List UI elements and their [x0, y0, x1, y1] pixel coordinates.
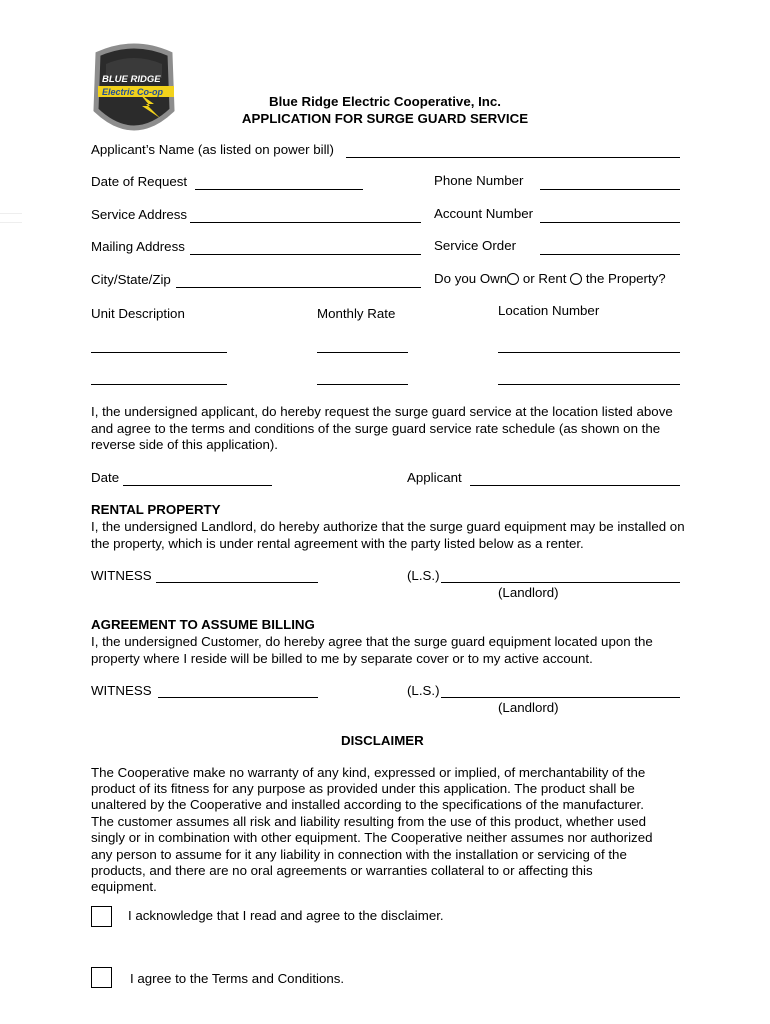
page-edge-mark: [0, 213, 22, 223]
service-order-label: Service Order: [434, 238, 517, 253]
applicant-name-label: Applicant’s Name (as listed on power bill): [91, 142, 334, 157]
own-rent-question: [434, 271, 666, 286]
disclaimer-line: products, and there are no oral agreements or warranties collateral to or affecting this: [91, 863, 593, 878]
rental-ls-label: (L.S.): [407, 568, 440, 583]
disclaimer-line: singly or in combination with other equipment. The Cooperative neither assumes nor authorized: [91, 830, 653, 845]
date-of-request-field[interactable]: [195, 189, 363, 190]
phone-number-field[interactable]: [540, 189, 680, 190]
service-address-label: Service Address: [91, 207, 188, 222]
rental-property-heading: RENTAL PROPERTY: [91, 502, 221, 517]
disclaimer-line: unaltered by the Cooperative and installed according to the specifications of the manufacturer.: [91, 797, 644, 812]
billing-text: I, the undersigned Customer, do hereby agree that the surge guard equipment located upon the property where I reside will be billed to me by separate cover or to my active account.: [91, 634, 653, 666]
billing-witness-field[interactable]: [158, 697, 318, 698]
service-address-field[interactable]: [190, 222, 421, 223]
applicant-name-field[interactable]: [346, 157, 680, 158]
request-paragraph: I, the undersigned applicant, do hereby request the surge guard service at the location listed above and agree to the terms and conditions of the surge guard service rate schedule (as shown on the reverse side of this application).: [91, 404, 673, 452]
service-order-field[interactable]: [540, 254, 680, 255]
date-of-request-label: Date of Request: [91, 174, 188, 189]
form-title: APPLICATION FOR SURGE GUARD SERVICE: [241, 111, 529, 126]
rental-landlord-label: (Landlord): [498, 585, 559, 600]
rent-radio[interactable]: [570, 273, 582, 285]
disclaimer-line: The Cooperative make no warranty of any kind, expressed or implied, of merchantability of the: [91, 765, 646, 780]
rental-property-text: I, the undersigned Landlord, do hereby authorize that the surge guard equipment may be installed on the property, which is under rental agreement with the party listed below as a renter.: [91, 519, 685, 551]
acknowledge-disclaimer-checkbox[interactable]: [91, 906, 112, 927]
phone-number-label: Phone Number: [434, 173, 524, 188]
unit-description-field-1[interactable]: [91, 352, 227, 353]
disclaimer-heading: DISCLAIMER: [341, 733, 424, 748]
billing-landlord-label: (Landlord): [498, 700, 559, 715]
mailing-address-field[interactable]: [190, 254, 421, 255]
disclaimer-line: equipment.: [91, 879, 157, 894]
logo-line2: Electric Co-op: [102, 87, 164, 97]
logo-shield-icon: [88, 42, 180, 142]
location-number-field-2[interactable]: [498, 384, 680, 385]
rental-witness-field[interactable]: [156, 582, 318, 583]
unit-description-field-2[interactable]: [91, 384, 227, 385]
location-number-header: Location Number: [498, 303, 600, 318]
billing-witness-label: WITNESS: [91, 683, 152, 698]
billing-ls-field[interactable]: [441, 697, 680, 698]
disclaimer-line: product of its fitness for any purpose as provided under this application. The product shall be: [91, 781, 635, 796]
rental-ls-field[interactable]: [441, 582, 680, 583]
blue-ridge-logo: [88, 42, 180, 142]
city-state-zip-label: City/State/Zip: [91, 272, 171, 287]
unit-description-header: Unit Description: [91, 306, 185, 321]
applicant-signature-label: Applicant: [407, 470, 462, 485]
signature-date-label: Date: [91, 470, 120, 485]
agree-terms-label: I agree to the Terms and Conditions.: [130, 971, 345, 986]
disclaimer-line: The customer assumes all risk and liability resulting from the use of this product, whether used: [91, 814, 647, 829]
rental-witness-label: WITNESS: [91, 568, 152, 583]
own-label: Do you Own: [434, 271, 508, 286]
rent-label: or Rent: [519, 271, 571, 286]
billing-ls-label: (L.S.): [407, 683, 440, 698]
own-radio[interactable]: [507, 273, 519, 285]
mailing-address-label: Mailing Address: [91, 239, 185, 254]
logo-line1: BLUE RIDGE: [102, 74, 161, 85]
acknowledge-disclaimer-label: I acknowledge that I read and agree to the disclaimer.: [128, 908, 444, 923]
account-number-field[interactable]: [540, 222, 680, 223]
billing-heading: AGREEMENT TO ASSUME BILLING: [91, 617, 315, 632]
monthly-rate-field-2[interactable]: [317, 384, 408, 385]
city-state-zip-field[interactable]: [176, 287, 421, 288]
account-number-label: Account Number: [434, 206, 534, 221]
monthly-rate-header: Monthly Rate: [317, 306, 396, 321]
monthly-rate-field-1[interactable]: [317, 352, 408, 353]
org-name: Blue Ridge Electric Cooperative, Inc.: [268, 94, 502, 109]
signature-date-field[interactable]: [123, 485, 272, 486]
location-number-field-1[interactable]: [498, 352, 680, 353]
applicant-signature-field[interactable]: [470, 485, 680, 486]
disclaimer-line: any person to assume for it any liability in connection with the installation or servicing of the: [91, 847, 627, 862]
agree-terms-checkbox[interactable]: [91, 967, 112, 988]
property-label: the Property?: [582, 271, 666, 286]
